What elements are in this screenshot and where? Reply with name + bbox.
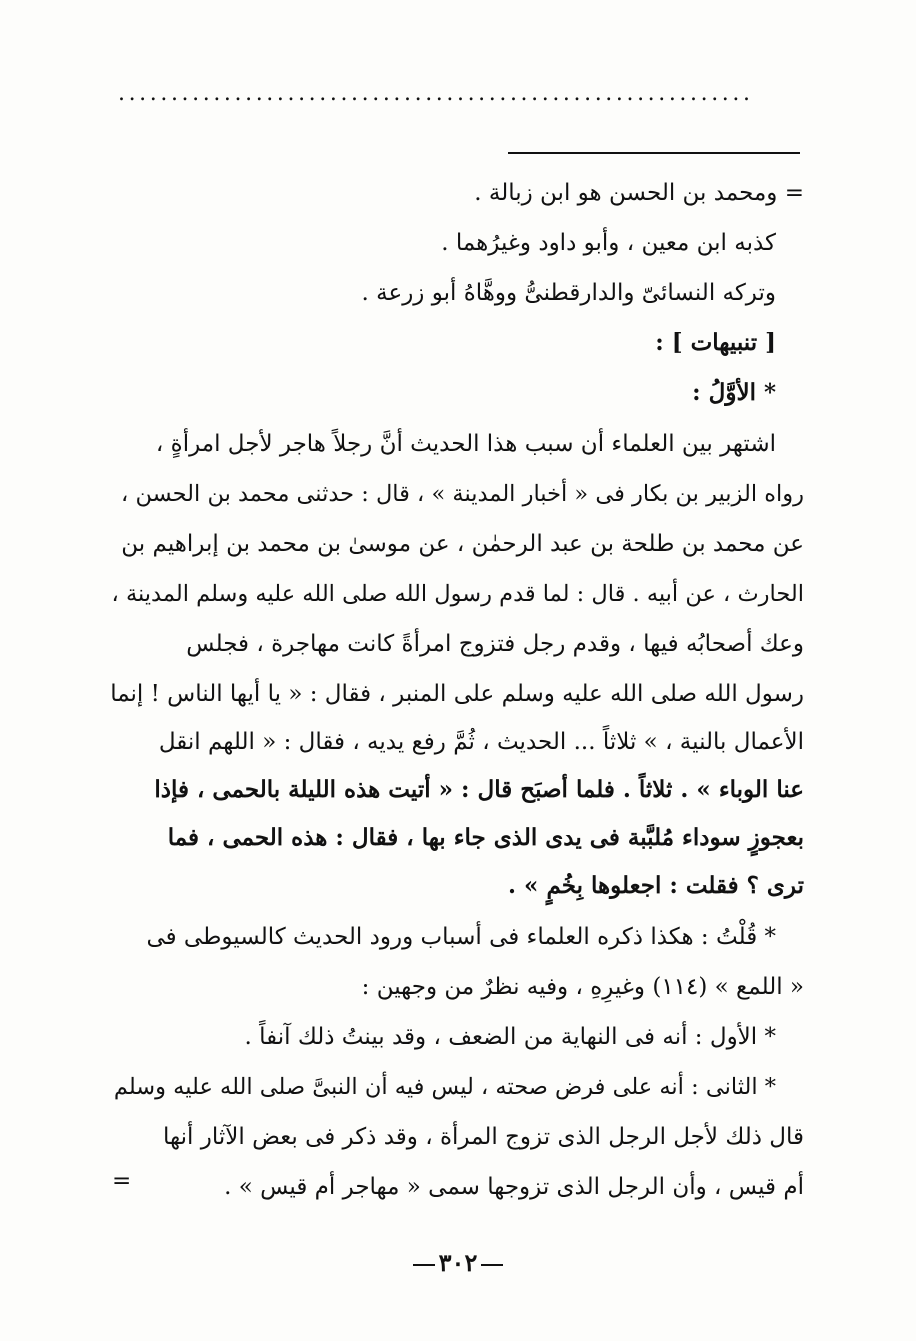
para1-line-8: عنا الوباء » . ثلاثاً . فلما أصبَح قال : « أتيت هذه الليلة بالحمى ، فإذا — [154, 776, 804, 803]
para1-line-2: رواه الزبير بن بكار فى « أخبار المدينة » ، قال : حدثنى محمد بن الحسن ، — [121, 481, 804, 507]
dotted-separator: ............................................................ — [118, 84, 754, 104]
para2-line-1: * قُلْتُ : هكذا ذكره العلماء فى أسباب ورود الحديث كالسيوطى فى — [146, 924, 776, 950]
page-number-dash-left — [413, 1264, 435, 1266]
para2-line-5: قال ذلك لأجل الرجل الذى تزوج المرأة ، وقد ذكر فى بعض الآثار أنها — [163, 1124, 804, 1150]
para1-line-6: رسول الله صلى الله عليه وسلم على المنبر ، فقال : « يا أيها الناس ! إنما — [110, 681, 804, 707]
para1-line-9: بعجوزٍ سوداء مُلبَّبة فى يدى الذى جاء بها ، فقال : هذه الحمى ، فما — [167, 824, 804, 851]
para2-line-2: « اللمع » (١١٤) وغيرِهِ ، وفيه نظرٌ من وجهين : — [361, 974, 804, 1000]
footnote-line-2: كذبه ابن معين ، وأبو داود وغيرُهما . — [441, 230, 776, 256]
para1-line-1: اشتهر بين العلماء أن سبب هذا الحديث أنَّ رجلاً هاجر لأجل امرأةٍ ، — [155, 431, 776, 457]
para1-line-5: وعك أصحابُه فيها ، وقدم رجل فتزوج امرأةً كانت مهاجرة ، فجلس — [186, 631, 804, 657]
footnote-line-1: = ومحمد بن الحسن هو ابن زبالة . — [474, 180, 804, 206]
first-notice-heading: * الأوَّلُ : — [692, 379, 776, 406]
footnote-rule — [508, 152, 800, 154]
para1-line-7: الأعمال بالنية ، » ثلاثاً ... الحديث ، ثُمَّ رفع يديه ، فقال : « اللهم انقل — [158, 729, 804, 755]
notices-heading: [ تنبيهات ] : — [655, 329, 776, 356]
para1-line-4: الحارث ، عن أبيه . قال : لما قدم رسول الله صلى الله عليه وسلم المدينة ، — [111, 581, 804, 607]
page-number — [0, 1248, 916, 1277]
page-number-text: ٣٠٢ — [438, 1248, 478, 1277]
para2-line-4: * الثانى : أنه على فرض صحته ، ليس فيه أن النبىَّ صلى الله عليه وسلم — [113, 1074, 776, 1100]
para1-line-3: عن محمد بن طلحة بن عبد الرحمٰن ، عن موسىٰ بن محمد بن إبراهيم بن — [121, 531, 804, 557]
continuation-mark: = — [112, 1168, 132, 1194]
page-number-dash-right — [481, 1264, 503, 1266]
para2-line-3: * الأول : أنه فى النهاية من الضعف ، وقد بينتُ ذلك آنفاً . — [244, 1024, 776, 1050]
footnote-line-3: وتركه النسائىّ والدارقطنىُّ ووهَّاهُ أبو زرعة . — [361, 280, 776, 306]
para1-line-10: ترى ؟ فقلت : اجعلوها بِخُمٍ » . — [508, 872, 804, 899]
para2-line-6: أم قيس ، وأن الرجل الذى تزوجها سمى « مهاجر أم قيس » . — [224, 1174, 804, 1200]
